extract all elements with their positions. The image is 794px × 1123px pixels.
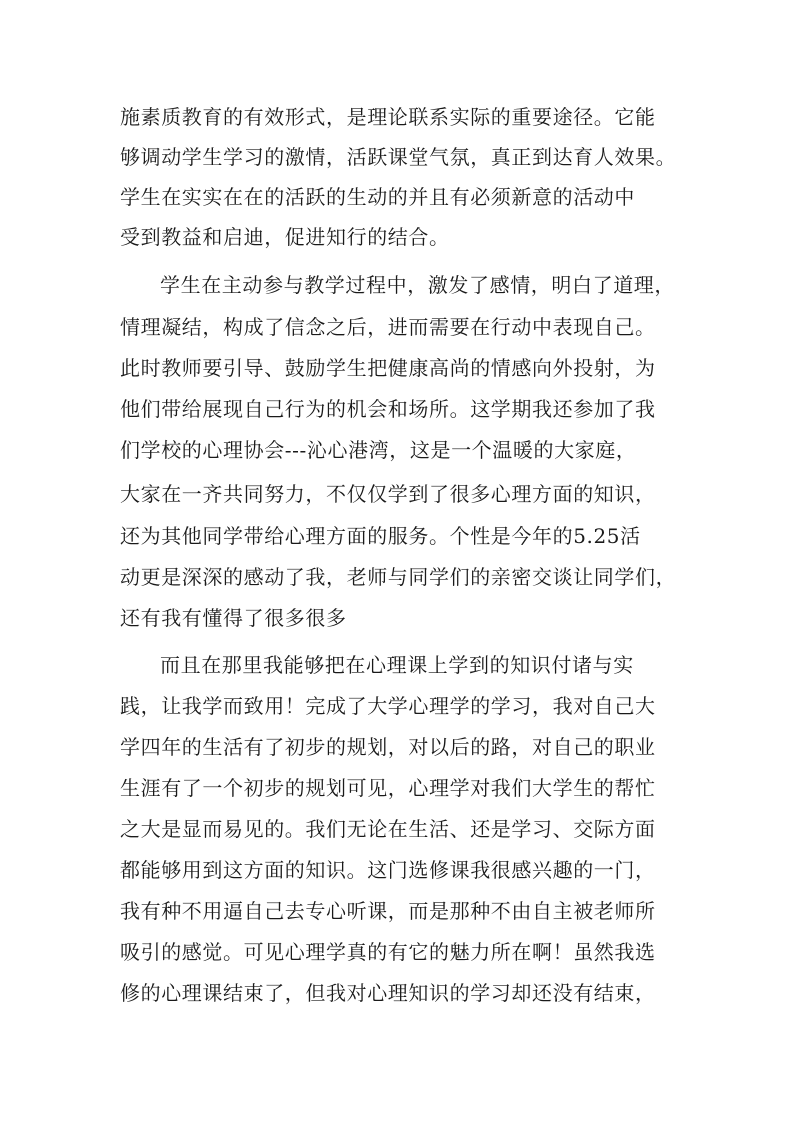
text-line: 践，让我学而致用！完成了大学心理学的学习，我对自己大 <box>120 694 656 718</box>
text-line: 大家在一齐共同努力，不仅仅学到了很多心理方面的知识， <box>120 482 656 506</box>
text-line: 此时教师要引导、鼓励学生把健康高尚的情感向外投射，为 <box>120 356 656 380</box>
text-line: 生涯有了一个初步的规划可见，心理学对我们大学生的帮忙 <box>120 776 656 800</box>
text-line: 受到教益和启迪，促进知行的结合。 <box>120 225 450 249</box>
text-line: 够调动学生学习的激情，活跃课堂气氛，真正到达育人效果。 <box>120 145 677 169</box>
paragraph-first-line: 学生在主动参与教学过程中，激发了感情，明白了道理， <box>160 273 675 297</box>
text-line: 动更是深深的感动了我，老师与同学们的亲密交谈让同学们， <box>120 565 677 589</box>
text-line: 我有种不用逼自己去专心听课，而是那种不由自主被老师所 <box>120 899 656 923</box>
text-line: 还有我有懂得了很多很多 <box>120 606 347 630</box>
text-line: 学生在实实在在的活跃的生动的并且有必须新意的活动中 <box>120 185 635 209</box>
text-line: 们学校的心理协会---沁心港湾，这是一个温暖的大家庭， <box>120 438 637 462</box>
text-line: 之大是显而易见的。我们无论在生活、还是学习、交际方面 <box>120 817 656 841</box>
paragraph-first-line: 而且在那里我能够把在心理课上学到的知识付诸与实 <box>160 653 634 677</box>
text-line: 吸引的感觉。可见心理学真的有它的魅力所在啊！虽然我选 <box>120 940 656 964</box>
text-line: 他们带给展现自己行为的机会和场所。这学期我还参加了我 <box>120 397 656 421</box>
text-line: 施素质教育的有效形式，是理论联系实际的重要途径。它能 <box>120 105 656 129</box>
text-line: 学四年的生活有了初步的规划，对以后的路，对自己的职业 <box>120 735 656 759</box>
text-line: 都能够用到这方面的知识。这门选修课我很感兴趣的一门， <box>120 858 656 882</box>
text-line: 还为其他同学带给心理方面的服务。个性是今年的5.25活 <box>120 524 641 548</box>
text-line: 修的心理课结束了，但我对心理知识的学习却还没有结束， <box>120 981 656 1005</box>
text-line: 情理凝结，构成了信念之后，进而需要在行动中表现自己。 <box>120 315 656 339</box>
